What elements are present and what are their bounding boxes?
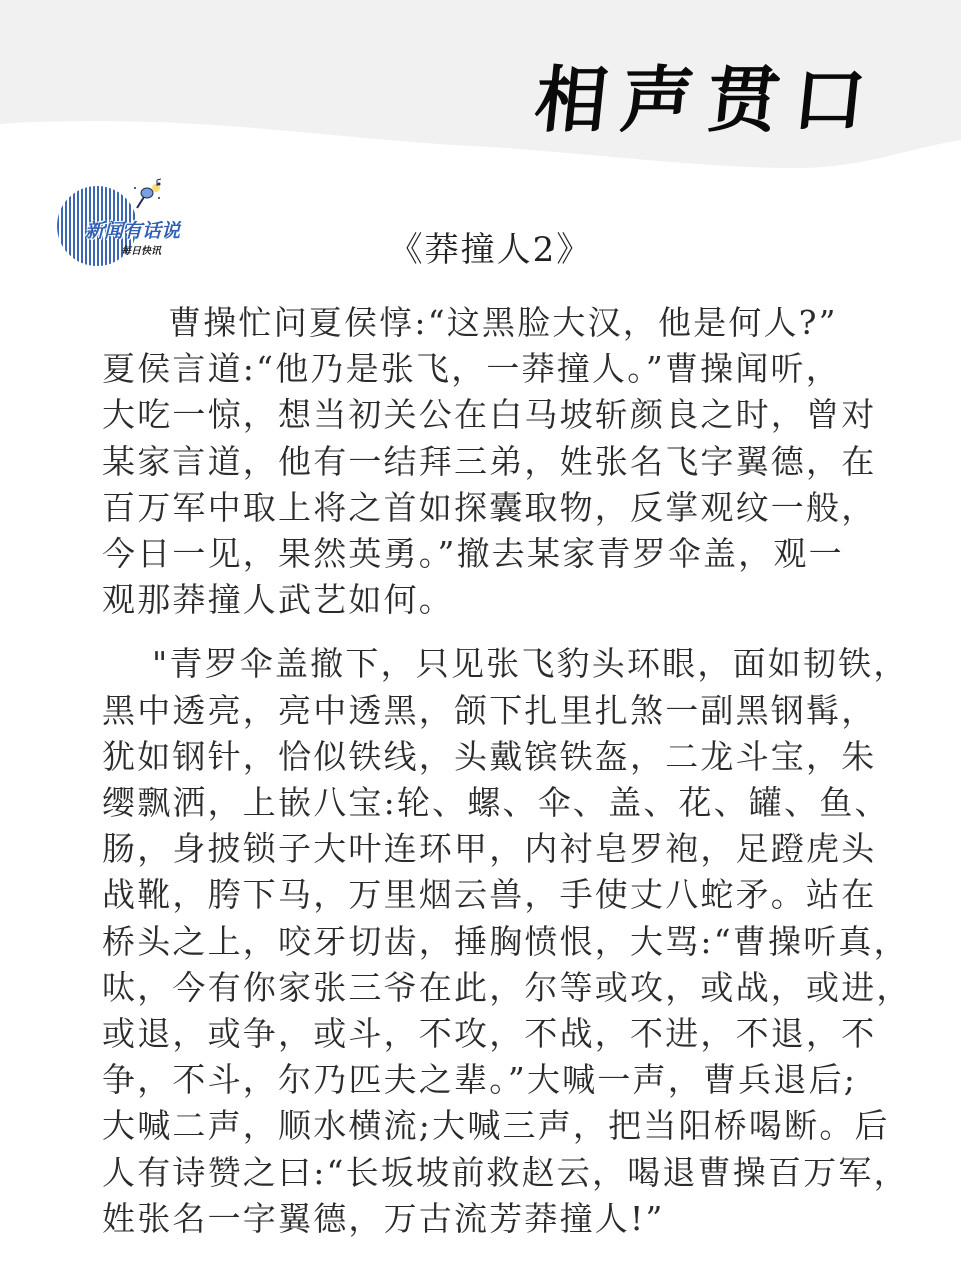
paragraph-2 (102, 641, 912, 1242)
text-line: 曹操忙问夏侯惇:“这黑脸大汉，他是何人?” (168, 303, 838, 342)
text-line: "青罗伞盖撤下，只见张飞豹头环眼，面如韧铁， (152, 644, 909, 684)
text-line: 姓张名一字翼德，万古流芳莽撞人!” (102, 1198, 665, 1238)
text-line: 大喊二声，顺水横流;大喊三声，把当阳桥喝断。后 (102, 1106, 890, 1146)
text-line: 黑中透亮，亮中透黑，颌下扎里扎煞一副黑钢髯， (102, 690, 877, 730)
text-line: 或退，或争，或斗，不攻，不战，不进，不退，不 (102, 1014, 877, 1054)
paragraph-1 (102, 300, 892, 623)
text-line: 桥头之上，咬牙切齿，捶胸愤恨，大骂:“曹操听真， (102, 921, 909, 961)
text-line: 战靴，胯下马，万里烟云兽，手使丈八蛇矛。站在 (102, 875, 877, 915)
document-title-text: 《莽撞人2》 (388, 230, 593, 270)
document-body (102, 300, 912, 1242)
text-line: 人有诗赞之曰:“长坂坡前救赵云，喝退曹操百万军， (102, 1152, 909, 1192)
text-line: 缨飘洒，上嵌八宝:轮、螺、伞、盖、花、罐、鱼、 (102, 783, 890, 823)
text-line: 今日一见，果然英勇。”撤去某家青罗伞盖，观一 (102, 534, 844, 574)
text-line: 百万军中取上将之首如探囊取物，反掌观纹一般， (102, 487, 877, 527)
microphone-icon (134, 179, 161, 208)
header-title: 相声贯口 (530, 58, 884, 142)
text-line: 夏侯言道:“他乃是张飞，一莽撞人。”曹操闻听， (102, 349, 841, 389)
logo-subtitle: 每日快讯 (121, 246, 161, 257)
text-line: 犹如钢针，恰似铁线，头戴镔铁盔，二龙斗宝，朱 (102, 736, 877, 776)
logo-name: 新闻有话说 (85, 220, 181, 242)
document-title (0, 222, 961, 271)
text-line: 观那莽撞人武艺如何。 (102, 580, 454, 620)
text-line: 争，不斗，尔乃匹夫之辈。”大喊一声，曹兵退后; (102, 1060, 858, 1100)
text-line: 某家言道，他有一结拜三弟，姓张名飞字翼德，在 (102, 441, 877, 481)
text-line: 呔，今有你家张三爷在此，尔等或攻，或战，或进， (102, 967, 912, 1007)
text-line: 肠，身披锁子大叶连环甲，内衬皂罗袍，足蹬虎头 (102, 829, 877, 869)
text-line: 大吃一惊，想当初关公在白马坡斩颜良之时，曾对 (102, 395, 877, 435)
